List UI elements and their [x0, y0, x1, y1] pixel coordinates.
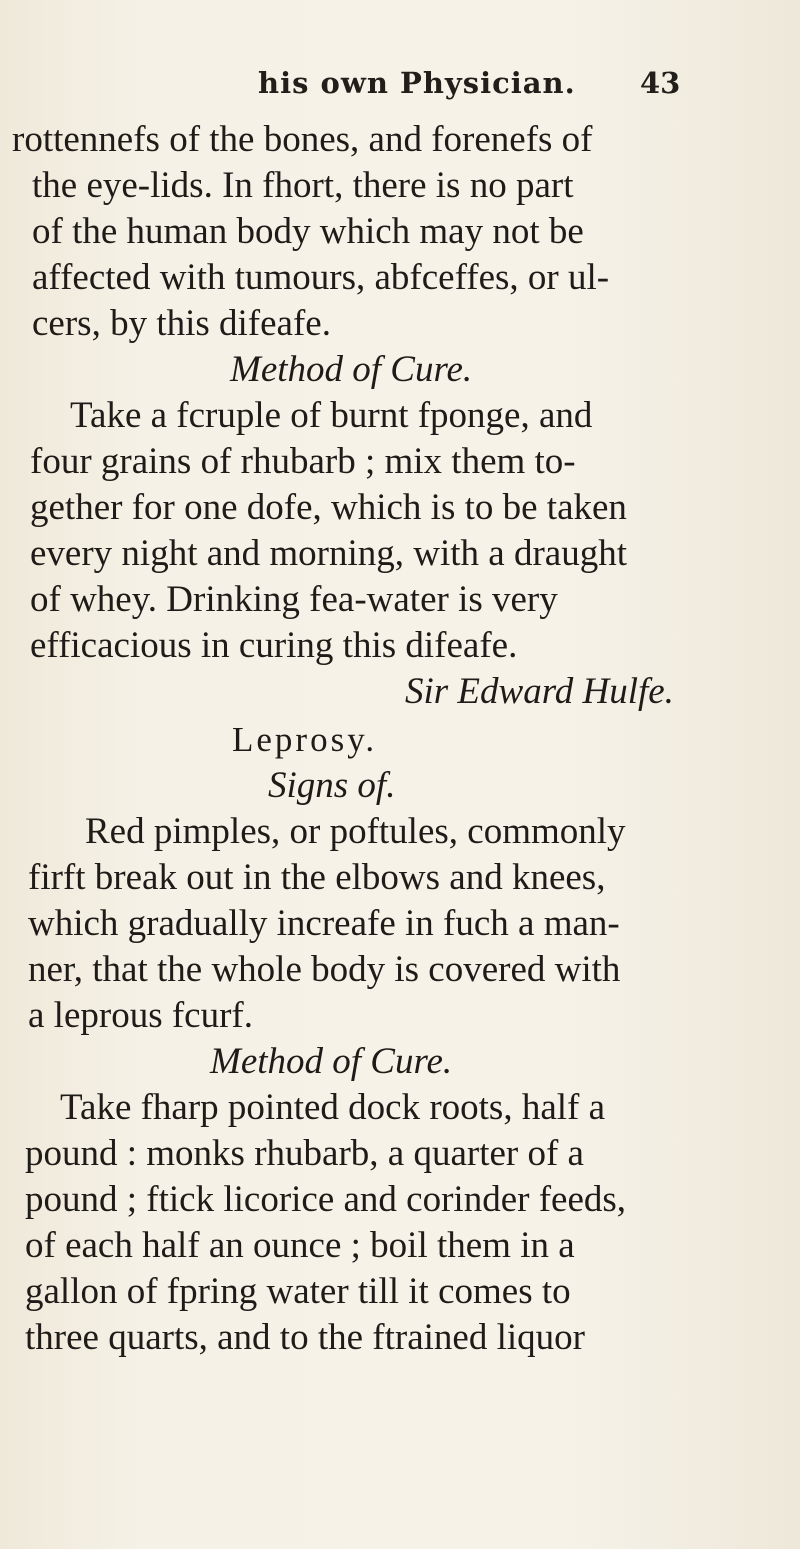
text-line: the eye-lids. In fhort, there is no part	[32, 165, 574, 206]
section-heading-leprosy: Leprosy.	[232, 720, 378, 759]
text-line: cers, by this difeafe.	[32, 303, 331, 344]
text-line: four grains of rhubarb ; mix them to-	[30, 441, 576, 482]
text-line: pound ; ftick licorice and corinder feeds,	[25, 1179, 627, 1220]
text-line: efficacious in curing this difeafe.	[30, 625, 518, 666]
text-line: of each half an ounce ; boil them in a	[25, 1225, 575, 1266]
text-line: gallon of fpring water till it comes to	[25, 1271, 571, 1312]
text-line: of whey. Drinking fea-water is very	[30, 579, 558, 620]
text-line: which gradually increafe in fuch a man-	[28, 903, 620, 944]
text-line: Take fharp pointed dock roots, half a	[60, 1087, 606, 1128]
attribution: Sir Edward Hulfe.	[405, 671, 674, 712]
text-line: Red pimples, or poftules, commonly	[85, 811, 626, 852]
text-line: rottennefs of the bones, and forenefs of	[12, 119, 593, 160]
section-heading-method-of-cure: Method of Cure.	[230, 349, 473, 390]
text-line: Take a fcruple of burnt fponge, and	[70, 395, 593, 436]
running-head-title: his own Physician.	[258, 66, 576, 100]
text-line: gether for one dofe, which is to be taken	[30, 487, 627, 528]
text-line: every night and morning, with a draught	[30, 533, 628, 574]
text-line: pound : monks rhubarb, a quarter of a	[25, 1133, 584, 1174]
page-number: 43	[640, 66, 681, 100]
subheading-signs-of: Signs of.	[268, 765, 396, 806]
running-head	[0, 66, 800, 106]
text-line: affected with tumours, abfceffes, or ul-	[32, 257, 610, 298]
text-line: three quarts, and to the ftrained liquor	[25, 1317, 585, 1358]
text-line: ner, that the whole body is covered with	[28, 949, 621, 990]
text-line: a leprous fcurf.	[28, 995, 253, 1036]
text-line: firft break out in the elbows and knees,	[28, 857, 606, 898]
section-heading-method-of-cure: Method of Cure.	[210, 1041, 453, 1082]
text-line: of the human body which may not be	[32, 211, 584, 252]
